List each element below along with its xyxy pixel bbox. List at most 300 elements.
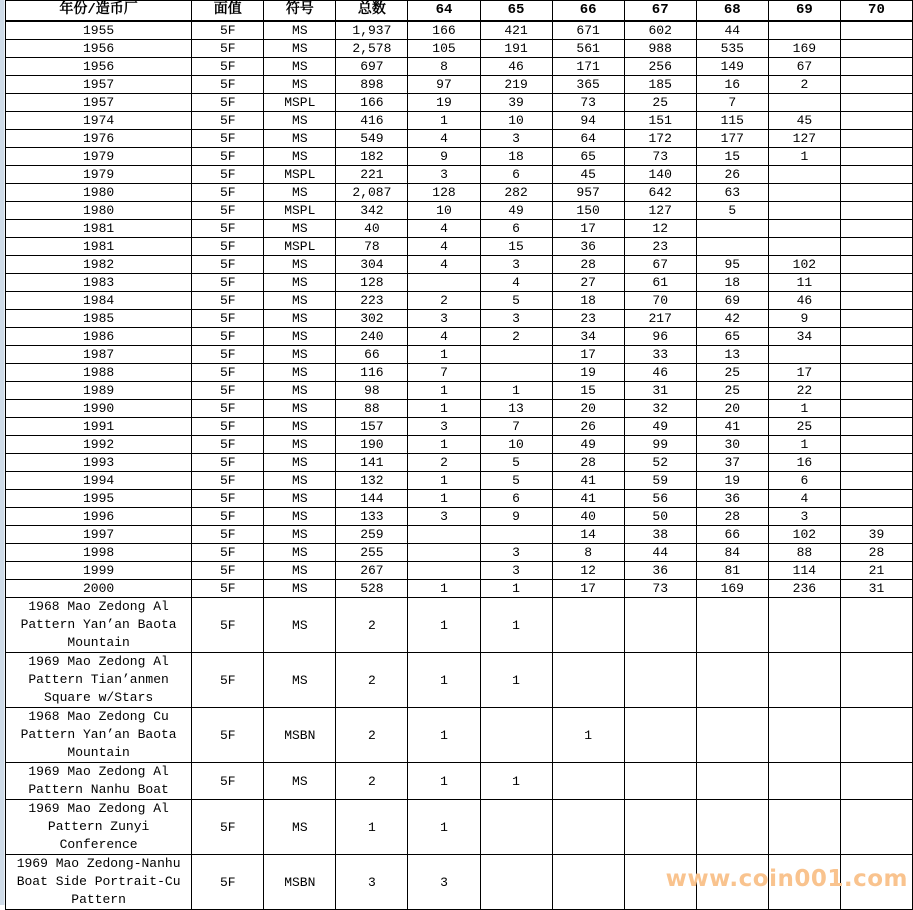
- cell: MSPL: [264, 238, 336, 256]
- cell: [768, 653, 840, 708]
- cell: 5F: [192, 94, 264, 112]
- cell: [840, 21, 912, 40]
- cell: 30: [696, 436, 768, 454]
- cell: 69: [696, 292, 768, 310]
- cell: [840, 855, 912, 910]
- coin-name-cell: 1998: [6, 544, 192, 562]
- cell: 185: [624, 76, 696, 94]
- cell: 236: [768, 580, 840, 598]
- cell: [552, 763, 624, 800]
- cell: 169: [696, 580, 768, 598]
- cell: 105: [408, 40, 480, 58]
- cell: 19: [552, 364, 624, 382]
- cell: 1: [552, 708, 624, 763]
- cell: MS: [264, 58, 336, 76]
- cell: [552, 653, 624, 708]
- cell: 5F: [192, 76, 264, 94]
- cell: 3: [480, 130, 552, 148]
- cell: 149: [696, 58, 768, 76]
- cell: 1: [408, 598, 480, 653]
- cell: [768, 184, 840, 202]
- cell: 1: [480, 580, 552, 598]
- table-row: [6, 166, 913, 184]
- cell: [408, 544, 480, 562]
- cell: 5F: [192, 112, 264, 130]
- cell: 16: [768, 454, 840, 472]
- cell: 41: [696, 418, 768, 436]
- cell: [480, 526, 552, 544]
- cell: 3: [480, 544, 552, 562]
- table-row: [6, 202, 913, 220]
- cell: 44: [624, 544, 696, 562]
- cell: [696, 238, 768, 256]
- cell: MS: [264, 274, 336, 292]
- cell: 4: [480, 274, 552, 292]
- cell: MS: [264, 454, 336, 472]
- cell: 13: [480, 400, 552, 418]
- column-header-5: 65: [480, 1, 552, 22]
- cell: 25: [696, 364, 768, 382]
- cell: MS: [264, 400, 336, 418]
- cell: 44: [696, 21, 768, 40]
- cell: 5F: [192, 382, 264, 400]
- cell: 3: [480, 310, 552, 328]
- cell: [480, 800, 552, 855]
- coin-name-cell: 1999: [6, 562, 192, 580]
- cell: 1: [408, 400, 480, 418]
- table-row: [6, 184, 913, 202]
- cell: 13: [696, 346, 768, 364]
- coin-name-cell: 1969 Mao Zedong-Nanhu Boat Side Portrait-Cu Pattern: [6, 855, 192, 910]
- cell: 3: [408, 418, 480, 436]
- cell: 41: [552, 472, 624, 490]
- cell: 15: [552, 382, 624, 400]
- cell: 5F: [192, 526, 264, 544]
- cell: 190: [336, 436, 408, 454]
- cell: 671: [552, 21, 624, 40]
- cell: [840, 436, 912, 454]
- cell: 2: [480, 328, 552, 346]
- coin-name-cell: 1996: [6, 508, 192, 526]
- table-row: [6, 400, 913, 418]
- cell: 116: [336, 364, 408, 382]
- cell: MS: [264, 763, 336, 800]
- cell: [624, 763, 696, 800]
- cell: [552, 855, 624, 910]
- cell: MS: [264, 526, 336, 544]
- cell: 1: [768, 400, 840, 418]
- cell: 421: [480, 21, 552, 40]
- table-row: [6, 58, 913, 76]
- cell: 39: [840, 526, 912, 544]
- cell: 166: [336, 94, 408, 112]
- cell: MS: [264, 508, 336, 526]
- coin-name-cell: 1968 Mao Zedong Cu Pattern Yan’an Baota Mountain: [6, 708, 192, 763]
- cell: 64: [552, 130, 624, 148]
- cell: 17: [552, 346, 624, 364]
- cell: 9: [480, 508, 552, 526]
- table-row: [6, 855, 913, 910]
- cell: 6: [768, 472, 840, 490]
- cell: 15: [696, 148, 768, 166]
- cell: [840, 472, 912, 490]
- cell: 37: [696, 454, 768, 472]
- cell: [840, 220, 912, 238]
- cell: MS: [264, 148, 336, 166]
- cell: 171: [552, 58, 624, 76]
- cell: 25: [768, 418, 840, 436]
- coin-name-cell: 1969 Mao Zedong Al Pattern Tian’anmen Square w/Stars: [6, 653, 192, 708]
- cell: 9: [768, 310, 840, 328]
- cell: 5F: [192, 400, 264, 418]
- cell: [840, 653, 912, 708]
- cell: 602: [624, 21, 696, 40]
- census-table: [5, 0, 913, 910]
- coin-name-cell: 1969 Mao Zedong Al Pattern Nanhu Boat: [6, 763, 192, 800]
- cell: 10: [408, 202, 480, 220]
- cell: [480, 346, 552, 364]
- cell: 2: [336, 653, 408, 708]
- cell: 49: [624, 418, 696, 436]
- cell: MS: [264, 382, 336, 400]
- cell: [840, 148, 912, 166]
- cell: 5F: [192, 364, 264, 382]
- table-row: [6, 21, 913, 40]
- cell: 1: [768, 436, 840, 454]
- cell: 11: [768, 274, 840, 292]
- cell: 5: [696, 202, 768, 220]
- cell: MS: [264, 112, 336, 130]
- cell: MS: [264, 544, 336, 562]
- cell: 255: [336, 544, 408, 562]
- coin-name-cell: 1989: [6, 382, 192, 400]
- cell: 5F: [192, 580, 264, 598]
- cell: [624, 598, 696, 653]
- cell: [768, 708, 840, 763]
- cell: 3: [408, 508, 480, 526]
- cell: [768, 763, 840, 800]
- cell: MS: [264, 418, 336, 436]
- cell: 8: [408, 58, 480, 76]
- cell: 1: [408, 490, 480, 508]
- cell: 65: [696, 328, 768, 346]
- cell: [768, 800, 840, 855]
- cell: MS: [264, 346, 336, 364]
- cell: 2,087: [336, 184, 408, 202]
- cell: 127: [768, 130, 840, 148]
- cell: [840, 310, 912, 328]
- cell: [408, 562, 480, 580]
- cell: 1: [480, 598, 552, 653]
- cell: [768, 166, 840, 184]
- cell: 41: [552, 490, 624, 508]
- coin-name-cell: 1981: [6, 220, 192, 238]
- cell: MS: [264, 562, 336, 580]
- cell: [840, 40, 912, 58]
- cell: [840, 346, 912, 364]
- table-row: [6, 148, 913, 166]
- cell: [840, 292, 912, 310]
- cell: 898: [336, 76, 408, 94]
- cell: 988: [624, 40, 696, 58]
- cell: 1: [408, 763, 480, 800]
- cell: [840, 184, 912, 202]
- cell: 2: [768, 76, 840, 94]
- cell: [840, 274, 912, 292]
- table-row: [6, 653, 913, 708]
- cell: [768, 346, 840, 364]
- cell: 5F: [192, 508, 264, 526]
- table-row: [6, 328, 913, 346]
- column-header-10: 70: [840, 1, 912, 22]
- cell: 5F: [192, 310, 264, 328]
- coin-name-cell: 1980: [6, 202, 192, 220]
- cell: 169: [768, 40, 840, 58]
- cell: 49: [552, 436, 624, 454]
- cell: 1: [408, 436, 480, 454]
- cell: MSPL: [264, 166, 336, 184]
- cell: 177: [696, 130, 768, 148]
- cell: 166: [408, 21, 480, 40]
- cell: [696, 800, 768, 855]
- coin-name-cell: 1957: [6, 94, 192, 112]
- table-row: [6, 598, 913, 653]
- cell: 4: [408, 256, 480, 274]
- cell: 40: [336, 220, 408, 238]
- cell: 2: [408, 292, 480, 310]
- cell: 7: [408, 364, 480, 382]
- cell: 282: [480, 184, 552, 202]
- cell: [840, 94, 912, 112]
- coin-name-cell: 1981: [6, 238, 192, 256]
- cell: 141: [336, 454, 408, 472]
- cell: MSPL: [264, 202, 336, 220]
- coin-name-cell: 1985: [6, 310, 192, 328]
- cell: 221: [336, 166, 408, 184]
- coin-name-cell: 1974: [6, 112, 192, 130]
- cell: 67: [768, 58, 840, 76]
- cell: 5F: [192, 346, 264, 364]
- cell: 36: [624, 562, 696, 580]
- cell: 70: [624, 292, 696, 310]
- coin-name-cell: 1988: [6, 364, 192, 382]
- cell: 36: [696, 490, 768, 508]
- coin-name-cell: 2000: [6, 580, 192, 598]
- cell: [624, 800, 696, 855]
- cell: [840, 112, 912, 130]
- cell: 5F: [192, 292, 264, 310]
- cell: 4: [768, 490, 840, 508]
- cell: 5F: [192, 21, 264, 40]
- cell: 2: [408, 454, 480, 472]
- cell: [840, 202, 912, 220]
- header-row: [6, 1, 913, 22]
- cell: 1: [408, 112, 480, 130]
- cell: 5F: [192, 436, 264, 454]
- cell: 25: [624, 94, 696, 112]
- cell: 19: [408, 94, 480, 112]
- cell: [408, 526, 480, 544]
- cell: 9: [408, 148, 480, 166]
- cell: 18: [480, 148, 552, 166]
- cell: 217: [624, 310, 696, 328]
- cell: 5F: [192, 544, 264, 562]
- cell: 88: [768, 544, 840, 562]
- cell: [768, 220, 840, 238]
- cell: 256: [624, 58, 696, 76]
- cell: 17: [552, 580, 624, 598]
- cell: [840, 490, 912, 508]
- cell: 128: [336, 274, 408, 292]
- cell: 19: [696, 472, 768, 490]
- cell: [840, 800, 912, 855]
- cell: 4: [408, 238, 480, 256]
- coin-name-cell: 1987: [6, 346, 192, 364]
- cell: 7: [696, 94, 768, 112]
- coin-name-cell: 1957: [6, 76, 192, 94]
- cell: 5: [480, 292, 552, 310]
- cell: 8: [552, 544, 624, 562]
- cell: [768, 598, 840, 653]
- cell: 535: [696, 40, 768, 58]
- cell: 5F: [192, 598, 264, 653]
- table-row: [6, 292, 913, 310]
- cell: [840, 454, 912, 472]
- cell: 5F: [192, 855, 264, 910]
- cell: 81: [696, 562, 768, 580]
- cell: MS: [264, 130, 336, 148]
- cell: 6: [480, 490, 552, 508]
- cell: 32: [624, 400, 696, 418]
- column-header-6: 66: [552, 1, 624, 22]
- cell: 95: [696, 256, 768, 274]
- cell: 365: [552, 76, 624, 94]
- cell: [768, 855, 840, 910]
- cell: 5F: [192, 184, 264, 202]
- table-row: [6, 220, 913, 238]
- cell: [840, 256, 912, 274]
- table-row: [6, 454, 913, 472]
- cell: 144: [336, 490, 408, 508]
- cell: 10: [480, 436, 552, 454]
- cell: MS: [264, 800, 336, 855]
- cell: [768, 21, 840, 40]
- cell: 5F: [192, 58, 264, 76]
- cell: 5F: [192, 490, 264, 508]
- cell: 23: [552, 310, 624, 328]
- table-row: [6, 112, 913, 130]
- cell: 5F: [192, 202, 264, 220]
- cell: [408, 274, 480, 292]
- cell: 52: [624, 454, 696, 472]
- coin-name-cell: 1956: [6, 58, 192, 76]
- cell: [624, 855, 696, 910]
- cell: MSBN: [264, 855, 336, 910]
- cell: 45: [768, 112, 840, 130]
- cell: 73: [552, 94, 624, 112]
- cell: 342: [336, 202, 408, 220]
- cell: [696, 763, 768, 800]
- cell: [552, 598, 624, 653]
- cell: 2: [336, 763, 408, 800]
- cell: 20: [696, 400, 768, 418]
- table-header: [6, 1, 913, 22]
- cell: 3: [336, 855, 408, 910]
- cell: MS: [264, 184, 336, 202]
- cell: MS: [264, 220, 336, 238]
- cell: 302: [336, 310, 408, 328]
- cell: 66: [696, 526, 768, 544]
- table-row: [6, 800, 913, 855]
- cell: [696, 855, 768, 910]
- cell: 42: [696, 310, 768, 328]
- cell: MS: [264, 598, 336, 653]
- cell: 3: [408, 855, 480, 910]
- coin-name-cell: 1990: [6, 400, 192, 418]
- cell: 26: [552, 418, 624, 436]
- table-row: [6, 490, 913, 508]
- cell: [840, 708, 912, 763]
- cell: 151: [624, 112, 696, 130]
- cell: 957: [552, 184, 624, 202]
- cell: [696, 653, 768, 708]
- cell: 33: [624, 346, 696, 364]
- cell: 1: [408, 346, 480, 364]
- table-row: [6, 310, 913, 328]
- coin-name-cell: 1979: [6, 166, 192, 184]
- cell: 20: [552, 400, 624, 418]
- cell: 73: [624, 148, 696, 166]
- cell: [840, 238, 912, 256]
- cell: 1: [408, 708, 480, 763]
- cell: 28: [696, 508, 768, 526]
- cell: MS: [264, 472, 336, 490]
- coin-name-cell: 1983: [6, 274, 192, 292]
- cell: [696, 220, 768, 238]
- table-row: [6, 94, 913, 112]
- column-header-2: 符号: [264, 1, 336, 22]
- cell: MS: [264, 21, 336, 40]
- cell: MS: [264, 580, 336, 598]
- coin-name-cell: 1982: [6, 256, 192, 274]
- cell: 46: [624, 364, 696, 382]
- cell: 45: [552, 166, 624, 184]
- cell: [552, 800, 624, 855]
- cell: 66: [336, 346, 408, 364]
- cell: [840, 763, 912, 800]
- cell: 14: [552, 526, 624, 544]
- cell: [840, 364, 912, 382]
- cell: 17: [552, 220, 624, 238]
- cell: 31: [624, 382, 696, 400]
- cell: 561: [552, 40, 624, 58]
- cell: 5F: [192, 40, 264, 58]
- cell: 28: [840, 544, 912, 562]
- cell: 259: [336, 526, 408, 544]
- cell: 5F: [192, 256, 264, 274]
- cell: 38: [624, 526, 696, 544]
- cell: 21: [840, 562, 912, 580]
- table-row: [6, 544, 913, 562]
- cell: 3: [768, 508, 840, 526]
- cell: 78: [336, 238, 408, 256]
- cell: 223: [336, 292, 408, 310]
- coin-name-cell: 1993: [6, 454, 192, 472]
- table-row: [6, 346, 913, 364]
- cell: 96: [624, 328, 696, 346]
- cell: 528: [336, 580, 408, 598]
- table-row: [6, 418, 913, 436]
